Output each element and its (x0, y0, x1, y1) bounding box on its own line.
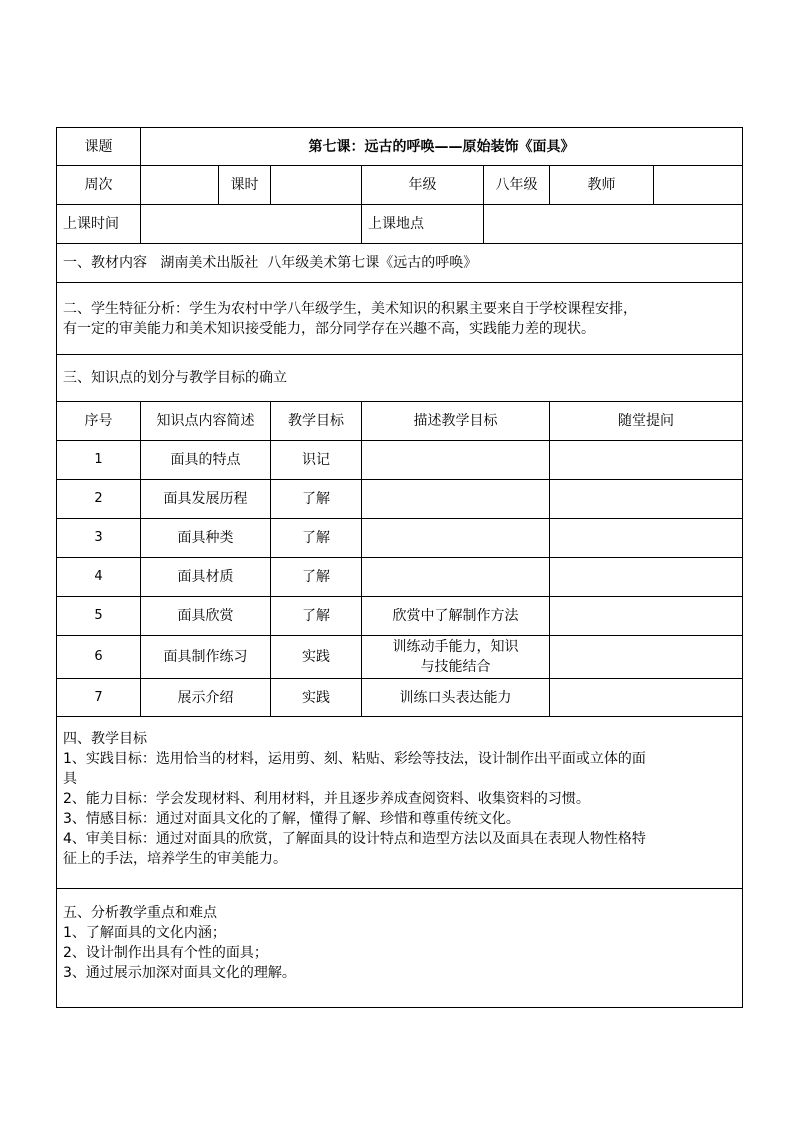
row-index: 7 (57, 679, 141, 717)
teaching-goals-line: 1、实践目标：选用恰当的材料，运用剪、刻、粘贴、彩绘等技法，设计制作出平面或立体的面 (63, 751, 646, 767)
row-index: 6 (57, 636, 141, 679)
topic-value: 第七课：远古的呼唤——原始装饰《面具》 (141, 128, 743, 166)
table-row (57, 597, 743, 636)
header-goal-desc: 描述教学目标 (362, 402, 550, 441)
row-goal: 了解 (271, 480, 362, 519)
key-difficult-line: 2、设计制作出具有个性的面具； (63, 945, 268, 961)
section-student-analysis (57, 283, 743, 355)
grade-value: 八年级 (484, 166, 550, 205)
row-content: 面具制作练习 (141, 636, 271, 679)
row-goal: 实践 (271, 679, 362, 717)
key-difficult-line: 3、通过展示加深对面具文化的理解。 (63, 965, 296, 981)
lesson-plan-table (56, 127, 743, 1008)
row-goal-desc (362, 480, 550, 519)
knowledge-table-header (57, 402, 743, 441)
section-key-difficult (57, 889, 743, 1008)
class-time-row (57, 205, 743, 244)
teaching-goals-line: 征上的手法，培养学生的审美能力。 (63, 851, 287, 867)
row-goal-desc: 训练口头表达能力 (362, 679, 550, 717)
row-question (550, 679, 743, 717)
teacher-label: 教师 (550, 166, 654, 205)
row-question (550, 441, 743, 480)
row-question (550, 597, 743, 636)
period-label: 课时 (219, 166, 271, 205)
row-goal-desc-line: 与技能结合 (420, 659, 491, 675)
class-place-label: 上课地点 (362, 205, 484, 244)
grade-label: 年级 (362, 166, 484, 205)
row-goal-desc (362, 558, 550, 597)
row-index: 5 (57, 597, 141, 636)
row-index: 2 (57, 480, 141, 519)
row-goal-desc-line: 训练动手能力，知识 (392, 639, 519, 655)
row-index: 4 (57, 558, 141, 597)
row-goal: 实践 (271, 636, 362, 679)
row-question (550, 480, 743, 519)
row-question (550, 636, 743, 679)
section-textbook (57, 244, 743, 283)
key-difficult-title: 五、分析教学重点和难点 (63, 905, 217, 921)
teaching-goals (57, 717, 743, 889)
row-goal: 了解 (271, 597, 362, 636)
row-goal: 了解 (271, 519, 362, 558)
topic-row (57, 128, 743, 166)
row-index: 1 (57, 441, 141, 480)
header-question: 随堂提问 (550, 402, 743, 441)
row-goal: 了解 (271, 558, 362, 597)
student-analysis (57, 283, 743, 355)
row-index: 3 (57, 519, 141, 558)
topic-label: 课题 (57, 128, 141, 166)
key-difficult-line: 1、了解面具的文化内涵； (63, 925, 226, 941)
week-row (57, 166, 743, 205)
table-row (57, 441, 743, 480)
row-question (550, 519, 743, 558)
section-teaching-goals (57, 717, 743, 889)
row-content: 面具欣赏 (141, 597, 271, 636)
row-goal: 识记 (271, 441, 362, 480)
lesson-plan-sheet (56, 127, 742, 1008)
class-time-label: 上课时间 (57, 205, 141, 244)
row-content: 面具种类 (141, 519, 271, 558)
row-goal-desc (362, 519, 550, 558)
student-analysis-line: 有一定的审美能力和美术知识接受能力，部分同学存在兴趣不高，实践能力差的现状。 (63, 320, 595, 337)
row-goal-desc: 欣赏中了解制作方法 (362, 597, 550, 636)
teacher-value (654, 166, 743, 205)
table-row (57, 679, 743, 717)
table-row (57, 519, 743, 558)
teaching-goals-title: 四、教学目标 (63, 731, 147, 747)
teaching-goals-line: 具 (63, 771, 77, 787)
row-content: 面具的特点 (141, 441, 271, 480)
week-label: 周次 (57, 166, 141, 205)
row-question (550, 558, 743, 597)
class-place-value (484, 205, 743, 244)
row-content: 面具材质 (141, 558, 271, 597)
teaching-goals-line: 2、能力目标：学会发现材料、利用材料，并且逐步养成查阅资料、收集资料的习惯。 (63, 791, 590, 807)
class-time-value (141, 205, 362, 244)
row-content: 面具发展历程 (141, 480, 271, 519)
row-goal-desc (362, 441, 550, 480)
textbook-content: 一、教材内容 湖南美术出版社 八年级美术第七课《远古的呼唤》 (57, 244, 743, 283)
row-goal-desc (362, 636, 550, 679)
row-content: 展示介绍 (141, 679, 271, 717)
teaching-goals-line: 3、情感目标：通过对面具文化的了解，懂得了解、珍惜和尊重传统文化。 (63, 811, 520, 827)
header-goal: 教学目标 (271, 402, 362, 441)
table-row (57, 558, 743, 597)
knowledge-title: 三、知识点的划分与教学目标的确立 (57, 355, 743, 402)
header-index: 序号 (57, 402, 141, 441)
table-row (57, 636, 743, 679)
key-difficult (57, 889, 743, 1008)
week-value (141, 166, 219, 205)
teaching-goals-line: 4、审美目标：通过对面具的欣赏，了解面具的设计特点和造型方法以及面具在表现人物性格特 (63, 831, 646, 847)
header-content: 知识点内容简述 (141, 402, 271, 441)
period-value (271, 166, 362, 205)
table-row (57, 480, 743, 519)
student-analysis-line: 二、学生特征分析：学生为农村中学八年级学生，美术知识的积累主要来自于学校课程安排， (63, 300, 637, 317)
section-knowledge-title (57, 355, 743, 402)
